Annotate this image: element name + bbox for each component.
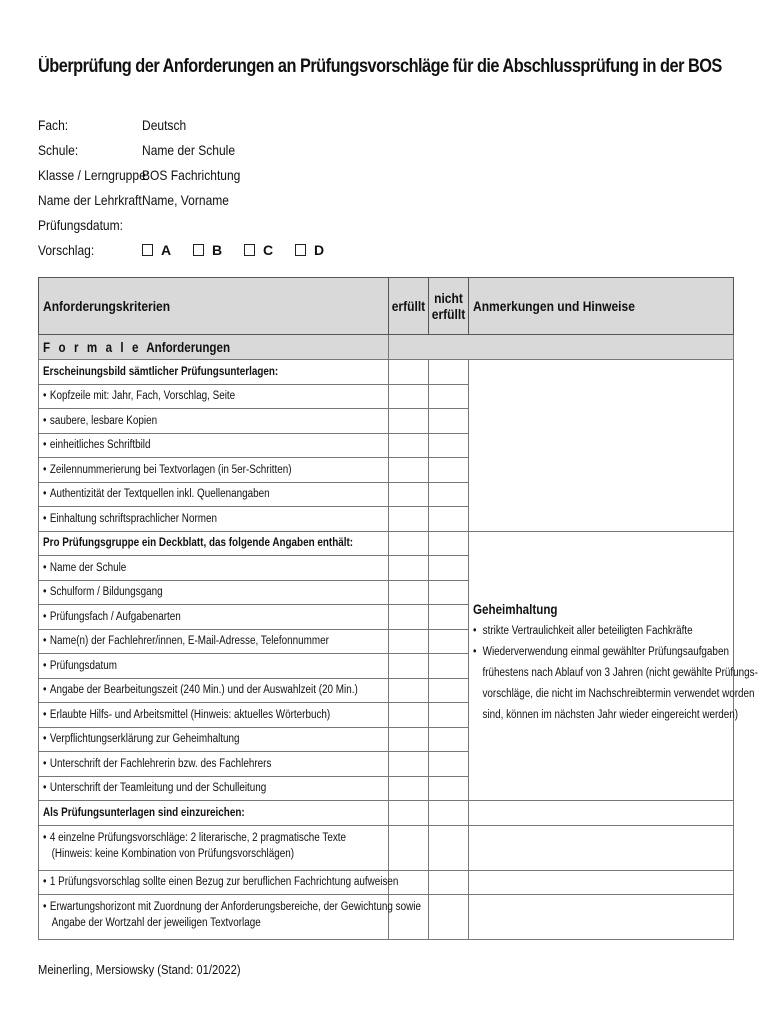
note-line: vorschläge, die nicht im Nachschreibtermin verwendet worden — [482, 687, 755, 700]
field-klasse — [38, 162, 346, 187]
option-b[interactable] — [193, 242, 244, 258]
field-lehrkraft — [38, 187, 346, 212]
fulfilled-cell[interactable] — [389, 825, 429, 870]
criterion: • Unterschrift der Fachlehrerin bzw. des Fachlehrers — [39, 752, 389, 777]
column-header-notes: Anmerkungen und Hinweise — [469, 278, 734, 335]
not-fulfilled-cell[interactable] — [429, 360, 469, 385]
fulfilled-cell[interactable] — [389, 433, 429, 458]
not-fulfilled-cell[interactable] — [429, 507, 469, 532]
criterion: • einheitliches Schriftbild — [39, 433, 389, 458]
fulfilled-cell[interactable] — [389, 727, 429, 752]
table-row — [39, 531, 734, 556]
not-fulfilled-cell[interactable] — [429, 678, 469, 703]
criterion: • Einhaltung schriftsprachlicher Normen — [39, 507, 389, 532]
page-title: Überprüfung der Anforderungen an Prüfungsvorschläge für die Abschlussprüfung in der BOS — [38, 56, 722, 77]
table-row — [39, 895, 734, 940]
note-bullet: • strikte Vertraulichkeit aller beteiligten Fachkräfte — [473, 624, 693, 637]
header-fields — [38, 112, 346, 262]
fulfilled-cell[interactable] — [389, 629, 429, 654]
field-value: BOS Fachrichtung — [142, 166, 241, 183]
table-row — [39, 360, 734, 385]
fulfilled-cell[interactable] — [389, 752, 429, 777]
checkbox-icon[interactable] — [295, 244, 306, 256]
option-label: D — [314, 241, 325, 258]
field-label: Prüfungsdatum: — [38, 216, 124, 233]
option-label: A — [161, 241, 172, 258]
criterion: • Prüfungsfach / Aufgabenarten — [39, 605, 389, 630]
requirements-table — [38, 277, 758, 940]
fulfilled-cell[interactable] — [389, 482, 429, 507]
not-fulfilled-cell[interactable] — [429, 482, 469, 507]
option-c[interactable] — [244, 242, 295, 258]
field-label: Klasse / Lerngruppe: — [38, 166, 150, 183]
note-heading: Geheimhaltung — [473, 601, 558, 617]
not-fulfilled-cell[interactable] — [429, 727, 469, 752]
not-fulfilled-cell[interactable] — [429, 433, 469, 458]
fulfilled-cell[interactable] — [389, 605, 429, 630]
criterion: • 4 einzelne Prüfungsvorschläge: 2 literarische, 2 pragmatische Texte (Hinweis: keine Kombination von Prüfungsvorschlägen) — [39, 825, 389, 870]
not-fulfilled-cell[interactable] — [429, 801, 469, 826]
fulfilled-cell[interactable] — [389, 409, 429, 434]
notes-cell[interactable] — [469, 360, 734, 532]
fulfilled-cell[interactable] — [389, 384, 429, 409]
not-fulfilled-cell[interactable] — [429, 531, 469, 556]
fulfilled-cell[interactable] — [389, 531, 429, 556]
criterion: • Authentizität der Textquellen inkl. Quellenangaben — [39, 482, 389, 507]
option-a[interactable] — [142, 242, 193, 258]
fulfilled-cell[interactable] — [389, 360, 429, 385]
notes-cell[interactable] — [469, 825, 734, 870]
table-header-row — [39, 278, 734, 335]
fulfilled-cell[interactable] — [389, 654, 429, 679]
notes-cell[interactable] — [469, 801, 734, 826]
criterion: • Angabe der Bearbeitungszeit (240 Min.) und der Auswahlzeit (20 Min.) — [39, 678, 389, 703]
field-label: Name der Lehrkraft: — [38, 191, 146, 208]
fulfilled-cell[interactable] — [389, 776, 429, 801]
vorschlag-options — [142, 242, 346, 258]
criterion: • saubere, lesbare Kopien — [39, 409, 389, 434]
column-header-criteria: Anforderungskriterien — [39, 278, 389, 335]
criterion: • Name(n) der Fachlehrer/innen, E-Mail-Adresse, Telefonnummer — [39, 629, 389, 654]
confidentiality-note — [469, 532, 758, 726]
field-schule — [38, 137, 346, 162]
not-fulfilled-cell[interactable] — [429, 409, 469, 434]
fulfilled-cell[interactable] — [389, 556, 429, 581]
checkbox-icon[interactable] — [142, 244, 153, 256]
criterion: • Name der Schule — [39, 556, 389, 581]
checkbox-icon[interactable] — [193, 244, 204, 256]
criterion: • 1 Prüfungsvorschlag sollte einen Bezug zur beruflichen Fachrichtung aufweisen — [39, 870, 389, 895]
note-line: frühestens nach Ablauf von 3 Jahren (nicht gewählte Prüfungs- — [482, 666, 758, 679]
criterion: • Prüfungsdatum — [39, 654, 389, 679]
not-fulfilled-cell[interactable] — [429, 629, 469, 654]
criterion: • Verpflichtungserklärung zur Geheimhaltung — [39, 727, 389, 752]
criterion: • Erlaubte Hilfs- und Arbeitsmittel (Hinweis: aktuelles Wörterbuch) — [39, 703, 389, 728]
field-pruefungsdatum — [38, 212, 346, 237]
notes-cell[interactable] — [469, 870, 734, 895]
table-row — [39, 801, 734, 826]
not-fulfilled-cell[interactable] — [429, 870, 469, 895]
fulfilled-cell[interactable] — [389, 458, 429, 483]
column-header-not-fulfilled: nicht erfüllt — [429, 278, 469, 335]
field-value: Deutsch — [142, 116, 187, 133]
table-row — [39, 825, 734, 870]
column-header-fulfilled: erfüllt — [389, 278, 429, 335]
not-fulfilled-cell[interactable] — [429, 605, 469, 630]
section-title: F o r m a l e Anforderungen — [39, 335, 389, 360]
option-label: B — [212, 241, 223, 258]
table-row — [39, 870, 734, 895]
fulfilled-cell[interactable] — [389, 801, 429, 826]
section-fill — [389, 335, 734, 360]
field-vorschlag — [38, 237, 346, 262]
criterion: • Zeilennummerierung bei Textvorlagen (in 5er-Schritten) — [39, 458, 389, 483]
note-line: sind, können im nächsten Jahr wieder eingereicht werden) — [482, 708, 739, 721]
not-fulfilled-cell[interactable] — [429, 752, 469, 777]
not-fulfilled-cell[interactable] — [429, 825, 469, 870]
not-fulfilled-cell[interactable] — [429, 556, 469, 581]
criterion: • Erwartungshorizont mit Zuordnung der Anforderungsbereiche, der Gewichtung sowie Angabe der Wortzahl der jeweiligen Textvorlage — [39, 895, 389, 940]
field-value: Name der Schule — [142, 141, 236, 158]
footer-credits: Meinerling, Mersiowsky (Stand: 01/2022) — [38, 962, 241, 977]
notes-cell[interactable] — [469, 531, 758, 801]
group-title: Erscheinungsbild sämtlicher Prüfungsunterlagen: — [39, 360, 389, 385]
criterion: • Schulform / Bildungsgang — [39, 580, 389, 605]
note-bullet: • Wiederverwendung einmal gewählter Prüfungsaufgaben — [473, 645, 729, 658]
not-fulfilled-cell[interactable] — [429, 654, 469, 679]
option-d[interactable] — [295, 242, 346, 258]
field-label: Fach: — [38, 116, 69, 133]
field-label: Schule: — [38, 141, 79, 158]
group-title: Pro Prüfungsgruppe ein Deckblatt, das folgende Angaben enthält: — [39, 531, 389, 556]
fulfilled-cell[interactable] — [389, 678, 429, 703]
not-fulfilled-cell[interactable] — [429, 580, 469, 605]
fulfilled-cell[interactable] — [389, 703, 429, 728]
not-fulfilled-cell[interactable] — [429, 703, 469, 728]
section-row — [39, 335, 734, 360]
group-title: Als Prüfungsunterlagen sind einzureichen: — [39, 801, 389, 826]
not-fulfilled-cell[interactable] — [429, 384, 469, 409]
option-label: C — [263, 241, 274, 258]
checkbox-icon[interactable] — [244, 244, 255, 256]
criterion: • Kopfzeile mit: Jahr, Fach, Vorschlag, Seite — [39, 384, 389, 409]
fulfilled-cell[interactable] — [389, 580, 429, 605]
notes-cell[interactable] — [469, 895, 734, 940]
field-label: Vorschlag: — [38, 241, 95, 258]
not-fulfilled-cell[interactable] — [429, 776, 469, 801]
not-fulfilled-cell[interactable] — [429, 458, 469, 483]
field-fach — [38, 112, 346, 137]
not-fulfilled-cell[interactable] — [429, 895, 469, 940]
criterion: • Unterschrift der Teamleitung und der Schulleitung — [39, 776, 389, 801]
fulfilled-cell[interactable] — [389, 507, 429, 532]
field-value: Name, Vorname — [142, 191, 230, 208]
